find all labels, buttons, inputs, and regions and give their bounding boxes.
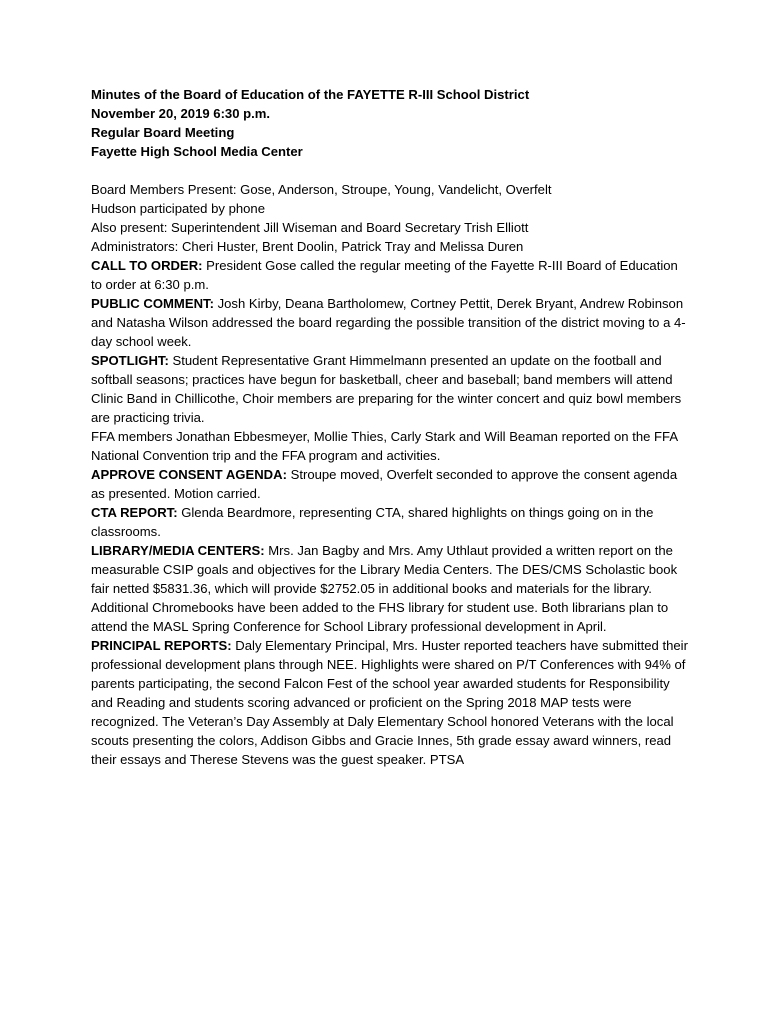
meeting-type: Regular Board Meeting bbox=[91, 125, 235, 140]
attendance-section bbox=[91, 180, 691, 256]
principal-reports-paragraph bbox=[91, 636, 691, 769]
spotlight-label: SPOTLIGHT: bbox=[91, 353, 169, 368]
call-to-order-text: President Gose called the regular meeting of the Fayette R-III Board of Education to order at 6:30 p.m. bbox=[91, 258, 678, 292]
ffa-paragraph: FFA members Jonathan Ebbesmeyer, Mollie Thies, Carly Stark and Will Beaman reported on the FFA National Convention trip and the FFA program and activities. bbox=[91, 429, 678, 463]
library-label: LIBRARY/MEDIA CENTERS: bbox=[91, 543, 265, 558]
document-header bbox=[91, 85, 691, 161]
public-comment-paragraph bbox=[91, 294, 691, 351]
public-comment-label: PUBLIC COMMENT: bbox=[91, 296, 214, 311]
meeting-location: Fayette High School Media Center bbox=[91, 144, 303, 159]
spotlight-text: Student Representative Grant Himmelmann presented an update on the football and softball seasons; practices have begun for basketball, cheer and baseball; band members will attend Clinic Band in Chillicothe, Choir members are preparing for the winter concert and quiz bowl members are practicing trivia. bbox=[91, 353, 682, 425]
document-title: Minutes of the Board of Education of the FAYETTE R-III School District bbox=[91, 87, 530, 102]
also-present: Also present: Superintendent Jill Wiseman and Board Secretary Trish Elliott bbox=[91, 220, 529, 235]
call-to-order-paragraph bbox=[91, 256, 691, 294]
principal-reports-label: PRINCIPAL REPORTS: bbox=[91, 638, 232, 653]
document-page bbox=[91, 85, 691, 769]
library-paragraph bbox=[91, 541, 691, 636]
members-present: Board Members Present: Gose, Anderson, Stroupe, Young, Vandelicht, Overfelt bbox=[91, 182, 552, 197]
public-comment-text: Josh Kirby, Deana Bartholomew, Cortney Pettit, Derek Bryant, Andrew Robinson and Natasha Wilson addressed the board regarding the possible transition of the district moving to a 4-day school week. bbox=[91, 296, 686, 349]
meeting-date: November 20, 2019 6:30 p.m. bbox=[91, 106, 271, 121]
library-text: Mrs. Jan Bagby and Mrs. Amy Uthlaut provided a written report on the measurable CSIP goals and objectives for the Library Media Centers. The DES/CMS Scholastic book fair netted $5831.36, which will provide $2752.05 in additional books and materials for the library. Additional Chromebooks have been added to the FHS library for student use. Both librarians plan to attend the MASL Spring Conference for School Library professional development in April. bbox=[91, 543, 678, 634]
phone-participant: Hudson participated by phone bbox=[91, 201, 265, 216]
consent-agenda-text: Stroupe moved, Overfelt seconded to approve the consent agenda as presented. Motion carried. bbox=[91, 467, 678, 501]
cta-report-text: Glenda Beardmore, representing CTA, shared highlights on things going on in the classrooms. bbox=[91, 505, 654, 539]
principal-reports-text: Daly Elementary Principal, Mrs. Huster reported teachers have submitted their professional development plans through NEE. Highlights were shared on P/T Conferences with 94% of parents participating, the second Falcon Fest of the school year awarded students for Responsibility and Reading and students scoring advanced or proficient on the Spring 2018 MAP tests were recognized. The Veteran’s Day Assembly at Daly Elementary School honored Veterans with the local scouts presenting the colors, Addison Gibbs and Gracie Innes, 5th grade essay award winners, read their essays and Therese Stevens was the guest speaker. PTSA bbox=[91, 638, 688, 767]
consent-agenda-label: APPROVE CONSENT AGENDA: bbox=[91, 467, 287, 482]
cta-report-paragraph bbox=[91, 503, 691, 541]
consent-agenda-paragraph bbox=[91, 465, 691, 503]
administrators: Administrators: Cheri Huster, Brent Doolin, Patrick Tray and Melissa Duren bbox=[91, 239, 524, 254]
spotlight-paragraph bbox=[91, 351, 691, 427]
cta-report-label: CTA REPORT: bbox=[91, 505, 178, 520]
call-to-order-label: CALL TO ORDER: bbox=[91, 258, 203, 273]
